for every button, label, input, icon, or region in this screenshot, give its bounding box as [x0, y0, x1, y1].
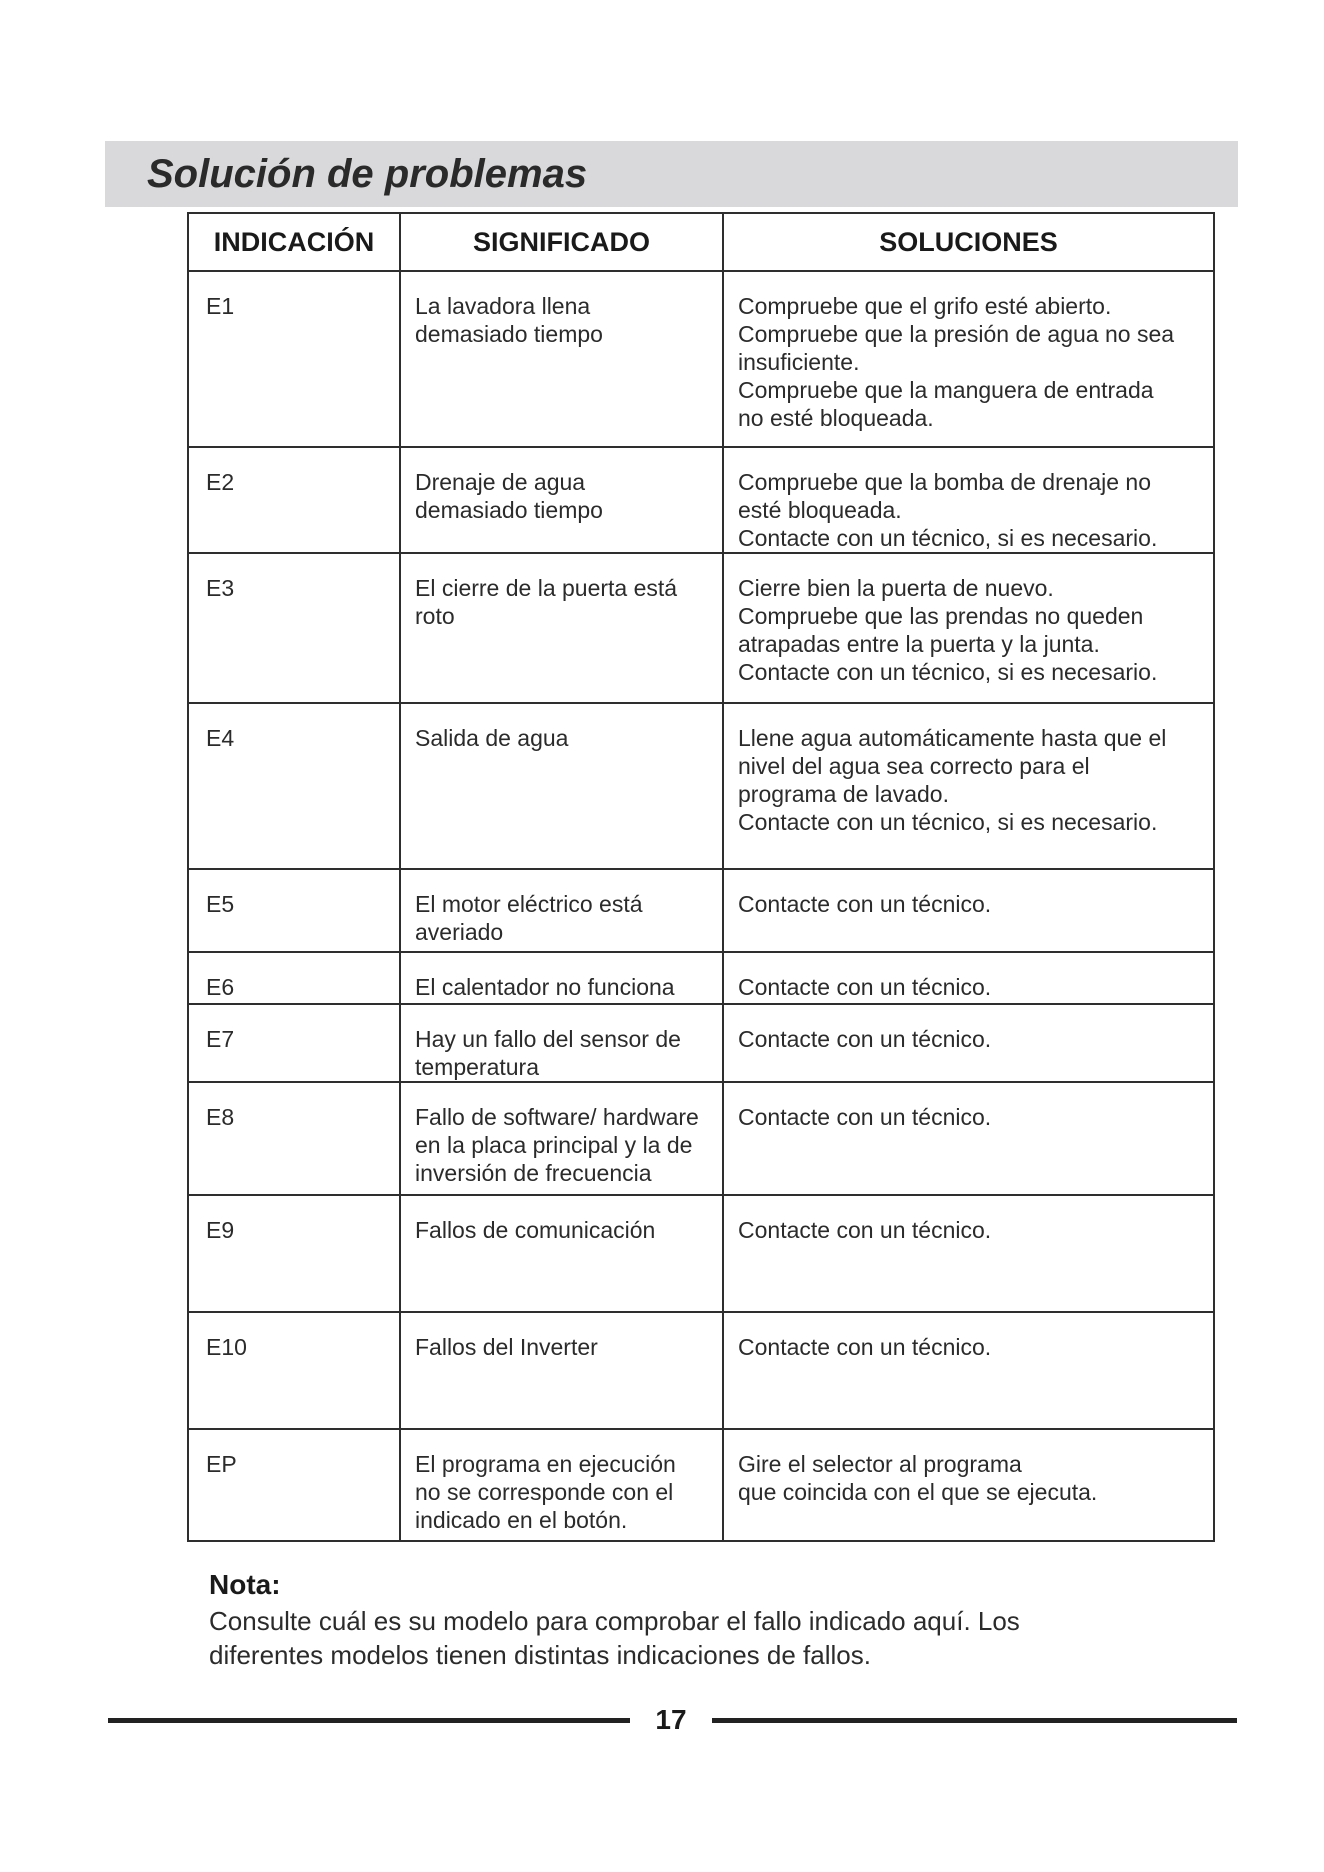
meaning-cell: [400, 1195, 723, 1312]
error-code: E5: [188, 869, 400, 952]
table-row: [188, 1004, 1214, 1082]
solution-cell: [723, 1312, 1214, 1429]
meaning-line: averiado: [415, 919, 504, 945]
meaning-line: en la placa principal y la de: [415, 1132, 693, 1158]
footer-divider-right: [712, 1718, 1237, 1723]
header-significado: SIGNIFICADO: [400, 213, 723, 271]
solution-cell: [723, 1195, 1214, 1312]
troubleshooting-table: [187, 212, 1215, 1542]
error-code: E8: [188, 1082, 400, 1195]
solution-line: esté bloqueada.: [738, 497, 902, 523]
solution-line: Contacte con un técnico, si es necesario.: [738, 525, 1158, 551]
table-row: [188, 703, 1214, 869]
solution-line: Compruebe que la bomba de drenaje no: [738, 469, 1152, 495]
header-soluciones: SOLUCIONES: [723, 213, 1214, 271]
meaning-line: El cierre de la puerta está: [415, 575, 678, 601]
meaning-cell: [400, 553, 723, 703]
meaning-cell: [400, 1312, 723, 1429]
meaning-cell: [400, 271, 723, 447]
meaning-cell: [400, 1004, 723, 1082]
solution-cell: [723, 1082, 1214, 1195]
solution-line: Contacte con un técnico.: [738, 974, 992, 1000]
meaning-line: Fallos de comunicación: [415, 1217, 656, 1243]
solution-line: Contacte con un técnico.: [738, 1104, 992, 1130]
error-code: E2: [188, 447, 400, 553]
solution-line: Llene agua automáticamente hasta que el: [738, 725, 1167, 751]
meaning-line: indicado en el botón.: [415, 1507, 628, 1533]
table-row: [188, 1195, 1214, 1312]
error-code: E10: [188, 1312, 400, 1429]
solution-line: nivel del agua sea correcto para el: [738, 753, 1090, 779]
meaning-line: inversión de frecuencia: [415, 1160, 652, 1186]
error-code: E4: [188, 703, 400, 869]
meaning-line: Fallo de software/ hardware: [415, 1104, 699, 1130]
solution-line: Compruebe que la manguera de entrada: [738, 377, 1154, 403]
solution-line: Contacte con un técnico, si es necesario.: [738, 659, 1158, 685]
solution-line: atrapadas entre la puerta y la junta.: [738, 631, 1100, 657]
footer-divider-left: [108, 1718, 630, 1723]
header-indicacion: INDICACIÓN: [188, 213, 400, 271]
solution-line: que coincida con el que se ejecuta.: [738, 1479, 1098, 1505]
meaning-cell: [400, 869, 723, 952]
solution-cell: [723, 869, 1214, 952]
solution-line: Compruebe que el grifo esté abierto.: [738, 293, 1112, 319]
solution-cell: [723, 1004, 1214, 1082]
meaning-line: Fallos del Inverter: [415, 1334, 598, 1360]
table-row: [188, 1429, 1214, 1541]
meaning-cell: [400, 703, 723, 869]
table-row: [188, 952, 1214, 1004]
meaning-line: demasiado tiempo: [415, 321, 603, 347]
meaning-line: Drenaje de agua: [415, 469, 586, 495]
meaning-line: El motor eléctrico está: [415, 891, 643, 917]
title-bar: [105, 141, 1238, 207]
table-row: [188, 447, 1214, 553]
note-text: [209, 1604, 1209, 1672]
meaning-line: demasiado tiempo: [415, 497, 603, 523]
solution-line: Contacte con un técnico.: [738, 891, 992, 917]
solution-line: Gire el selector al programa: [738, 1451, 1022, 1477]
solution-line: insuficiente.: [738, 349, 860, 375]
table-row: [188, 1082, 1214, 1195]
meaning-line: temperatura: [415, 1054, 540, 1080]
error-code: E9: [188, 1195, 400, 1312]
solution-line: Contacte con un técnico, si es necesario.: [738, 809, 1158, 835]
solution-cell: [723, 553, 1214, 703]
solution-cell: [723, 271, 1214, 447]
table-row: [188, 271, 1214, 447]
solution-line: Contacte con un técnico.: [738, 1334, 992, 1360]
page-number: 17: [655, 1704, 687, 1735]
solution-line: no esté bloqueada.: [738, 405, 934, 431]
table-row: [188, 553, 1214, 703]
solution-cell: [723, 952, 1214, 1004]
note-section: [209, 1568, 1209, 1672]
table-row: [188, 869, 1214, 952]
meaning-line: Hay un fallo del sensor de: [415, 1026, 681, 1052]
meaning-cell: [400, 447, 723, 553]
meaning-line: roto: [415, 603, 455, 629]
error-code: E3: [188, 553, 400, 703]
page-title: Solución de problemas: [147, 152, 588, 196]
meaning-line: La lavadora llena: [415, 293, 591, 319]
note-line: Consulte cuál es su modelo para comprobar el fallo indicado aquí. Los: [209, 1606, 1020, 1636]
solution-line: Compruebe que las prendas no queden: [738, 603, 1144, 629]
solution-cell: [723, 447, 1214, 553]
error-code: E6: [188, 952, 400, 1004]
meaning-line: El programa en ejecución: [415, 1451, 676, 1477]
meaning-cell: [400, 1429, 723, 1541]
meaning-line: Salida de agua: [415, 725, 569, 751]
note-title: Nota:: [209, 1569, 281, 1600]
solution-line: Cierre bien la puerta de nuevo.: [738, 575, 1054, 601]
solution-cell: [723, 703, 1214, 869]
error-code: E1: [188, 271, 400, 447]
meaning-line: no se corresponde con el: [415, 1479, 674, 1505]
error-code: E7: [188, 1004, 400, 1082]
meaning-line: El calentador no funciona: [415, 974, 675, 1000]
solution-cell: [723, 1429, 1214, 1541]
solution-line: Contacte con un técnico.: [738, 1217, 992, 1243]
error-code: EP: [188, 1429, 400, 1541]
meaning-cell: [400, 1082, 723, 1195]
table-row: [188, 1312, 1214, 1429]
table-header-row: [188, 213, 1214, 271]
meaning-cell: [400, 952, 723, 1004]
solution-line: programa de lavado.: [738, 781, 949, 807]
solution-line: Compruebe que la presión de agua no sea: [738, 321, 1175, 347]
note-line: diferentes modelos tienen distintas indicaciones de fallos.: [209, 1640, 871, 1670]
solution-line: Contacte con un técnico.: [738, 1026, 992, 1052]
